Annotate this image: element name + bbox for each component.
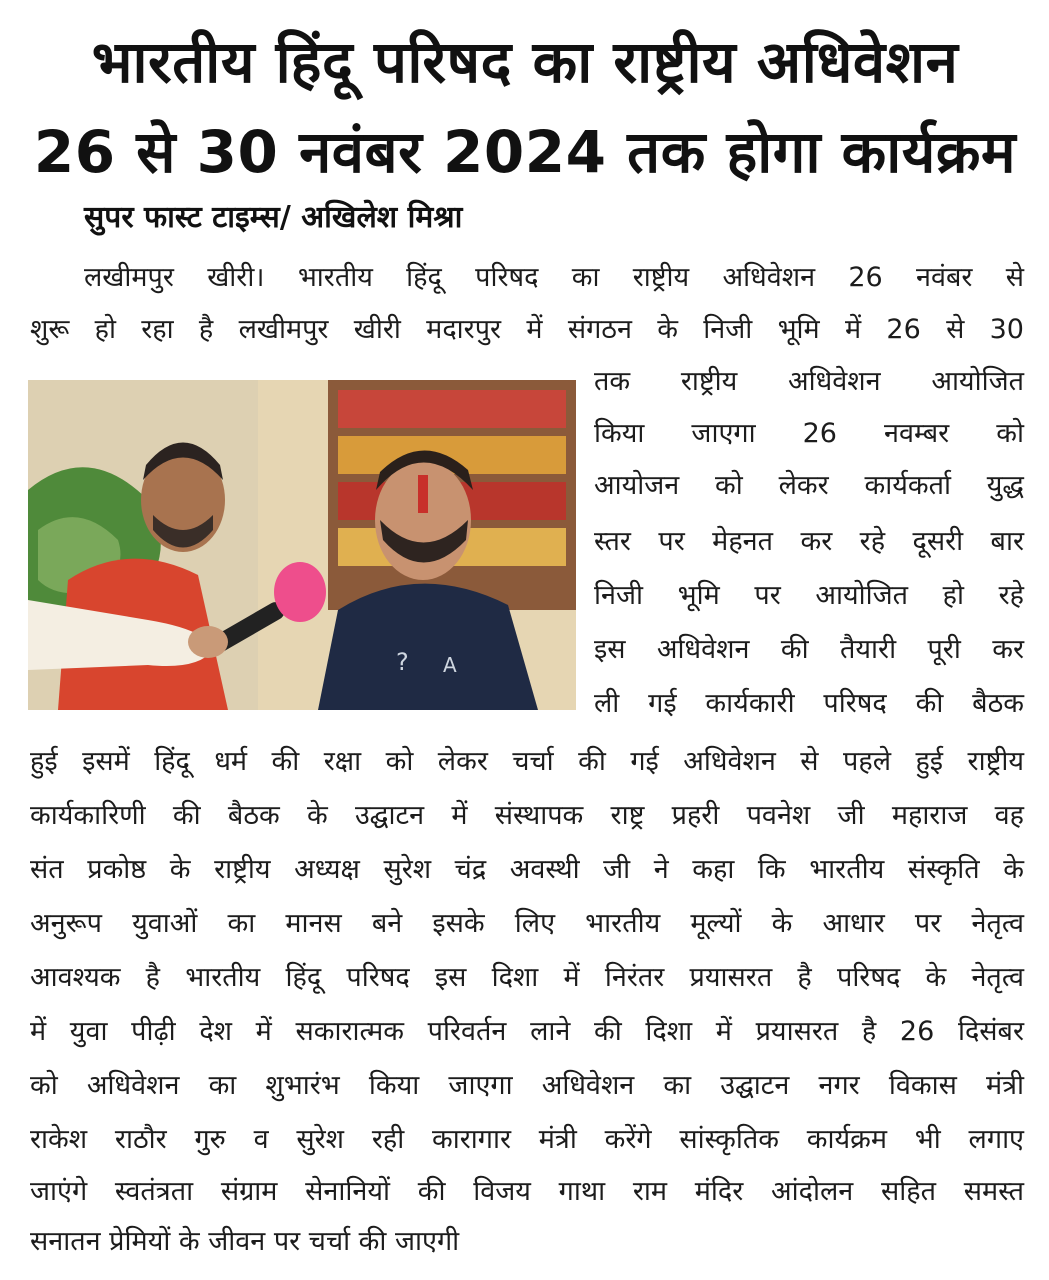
body-line-14: आवश्यक है भारतीय हिंदू परिषद इस दिशा में निरंतर प्रयासरत है परिषद के नेतृत्व xyxy=(30,962,1024,993)
body-line-19: सनातन प्रेमियों के जीवन पर चर्चा की जाएगी xyxy=(30,1226,460,1257)
body-line-15: में युवा पीढ़ी देश में सकारात्मक परिवर्तन लाने की दिशा में प्रयासरत है 26 दिसंबर xyxy=(30,1016,1024,1047)
body-line-4: किया जाएगा 26 नवम्बर को xyxy=(594,418,1024,449)
byline: सुपर फास्ट टाइम्स/ अखिलेश मिश्रा xyxy=(84,200,463,235)
body-line-1: लखीमपुर खीरी। भारतीय हिंदू परिषद का राष्ट्रीय अधिवेशन 26 नवंबर से xyxy=(84,262,1024,293)
body-line-6: स्तर पर मेहनत कर रहे दूसरी बार xyxy=(594,526,1024,557)
body-line-3: तक राष्ट्रीय अधिवेशन आयोजित xyxy=(594,366,1024,397)
body-line-5: आयोजन को लेकर कार्यकर्ता युद्ध xyxy=(594,470,1024,501)
body-line-18: जाएंगे स्वतंत्रता संग्राम सेनानियों की विजय गाथा राम मंदिर आंदोलन सहित समस्त xyxy=(30,1176,1024,1207)
svg-text:?: ? xyxy=(396,648,409,676)
body-line-13: अनुरूप युवाओं का मानस बने इसके लिए भारतीय मूल्यों के आधार पर नेतृत्व xyxy=(30,908,1024,939)
news-photo xyxy=(28,380,576,710)
body-line-7: निजी भूमि पर आयोजित हो रहे xyxy=(594,580,1024,611)
body-line-16: को अधिवेशन का शुभारंभ किया जाएगा अधिवेशन का उद्घाटन नगर विकास मंत्री xyxy=(30,1070,1024,1101)
body-line-11: कार्यकारिणी की बैठक के उद्घाटन में संस्थापक राष्ट्र प्रहरी पवनेश जी महाराज वह xyxy=(30,800,1024,831)
news-photo-illustration xyxy=(28,380,576,710)
body-line-8: इस अधिवेशन की तैयारी पूरी कर xyxy=(594,634,1024,665)
body-line-12: संत प्रकोष्ठ के राष्ट्रीय अध्यक्ष सुरेश चंद्र अवस्थी जी ने कहा कि भारतीय संस्कृति के xyxy=(30,854,1024,885)
body-line-17: राकेश राठौर गुरु व सुरेश रही कारागार मंत्री करेंगे सांस्कृतिक कार्यक्रम भी लगाए xyxy=(30,1124,1024,1155)
headline-line-2: 26 से 30 नवंबर 2024 तक होगा कार्यक्रम xyxy=(33,118,1017,186)
body-line-10: हुई इसमें हिंदू धर्म की रक्षा को लेकर चर्चा की गई अधिवेशन से पहले हुई राष्ट्रीय xyxy=(30,746,1024,777)
body-line-2: शुरू हो रहा है लखीमपुर खीरी मदारपुर में संगठन के निजी भूमि में 26 से 30 xyxy=(30,314,1024,345)
body-line-9: ली गई कार्यकारी परिषद की बैठक xyxy=(594,688,1024,719)
headline-line-1: भारतीय हिंदू परिषद का राष्ट्रीय अधिवेशन xyxy=(91,28,959,96)
svg-text:A: A xyxy=(443,653,457,677)
